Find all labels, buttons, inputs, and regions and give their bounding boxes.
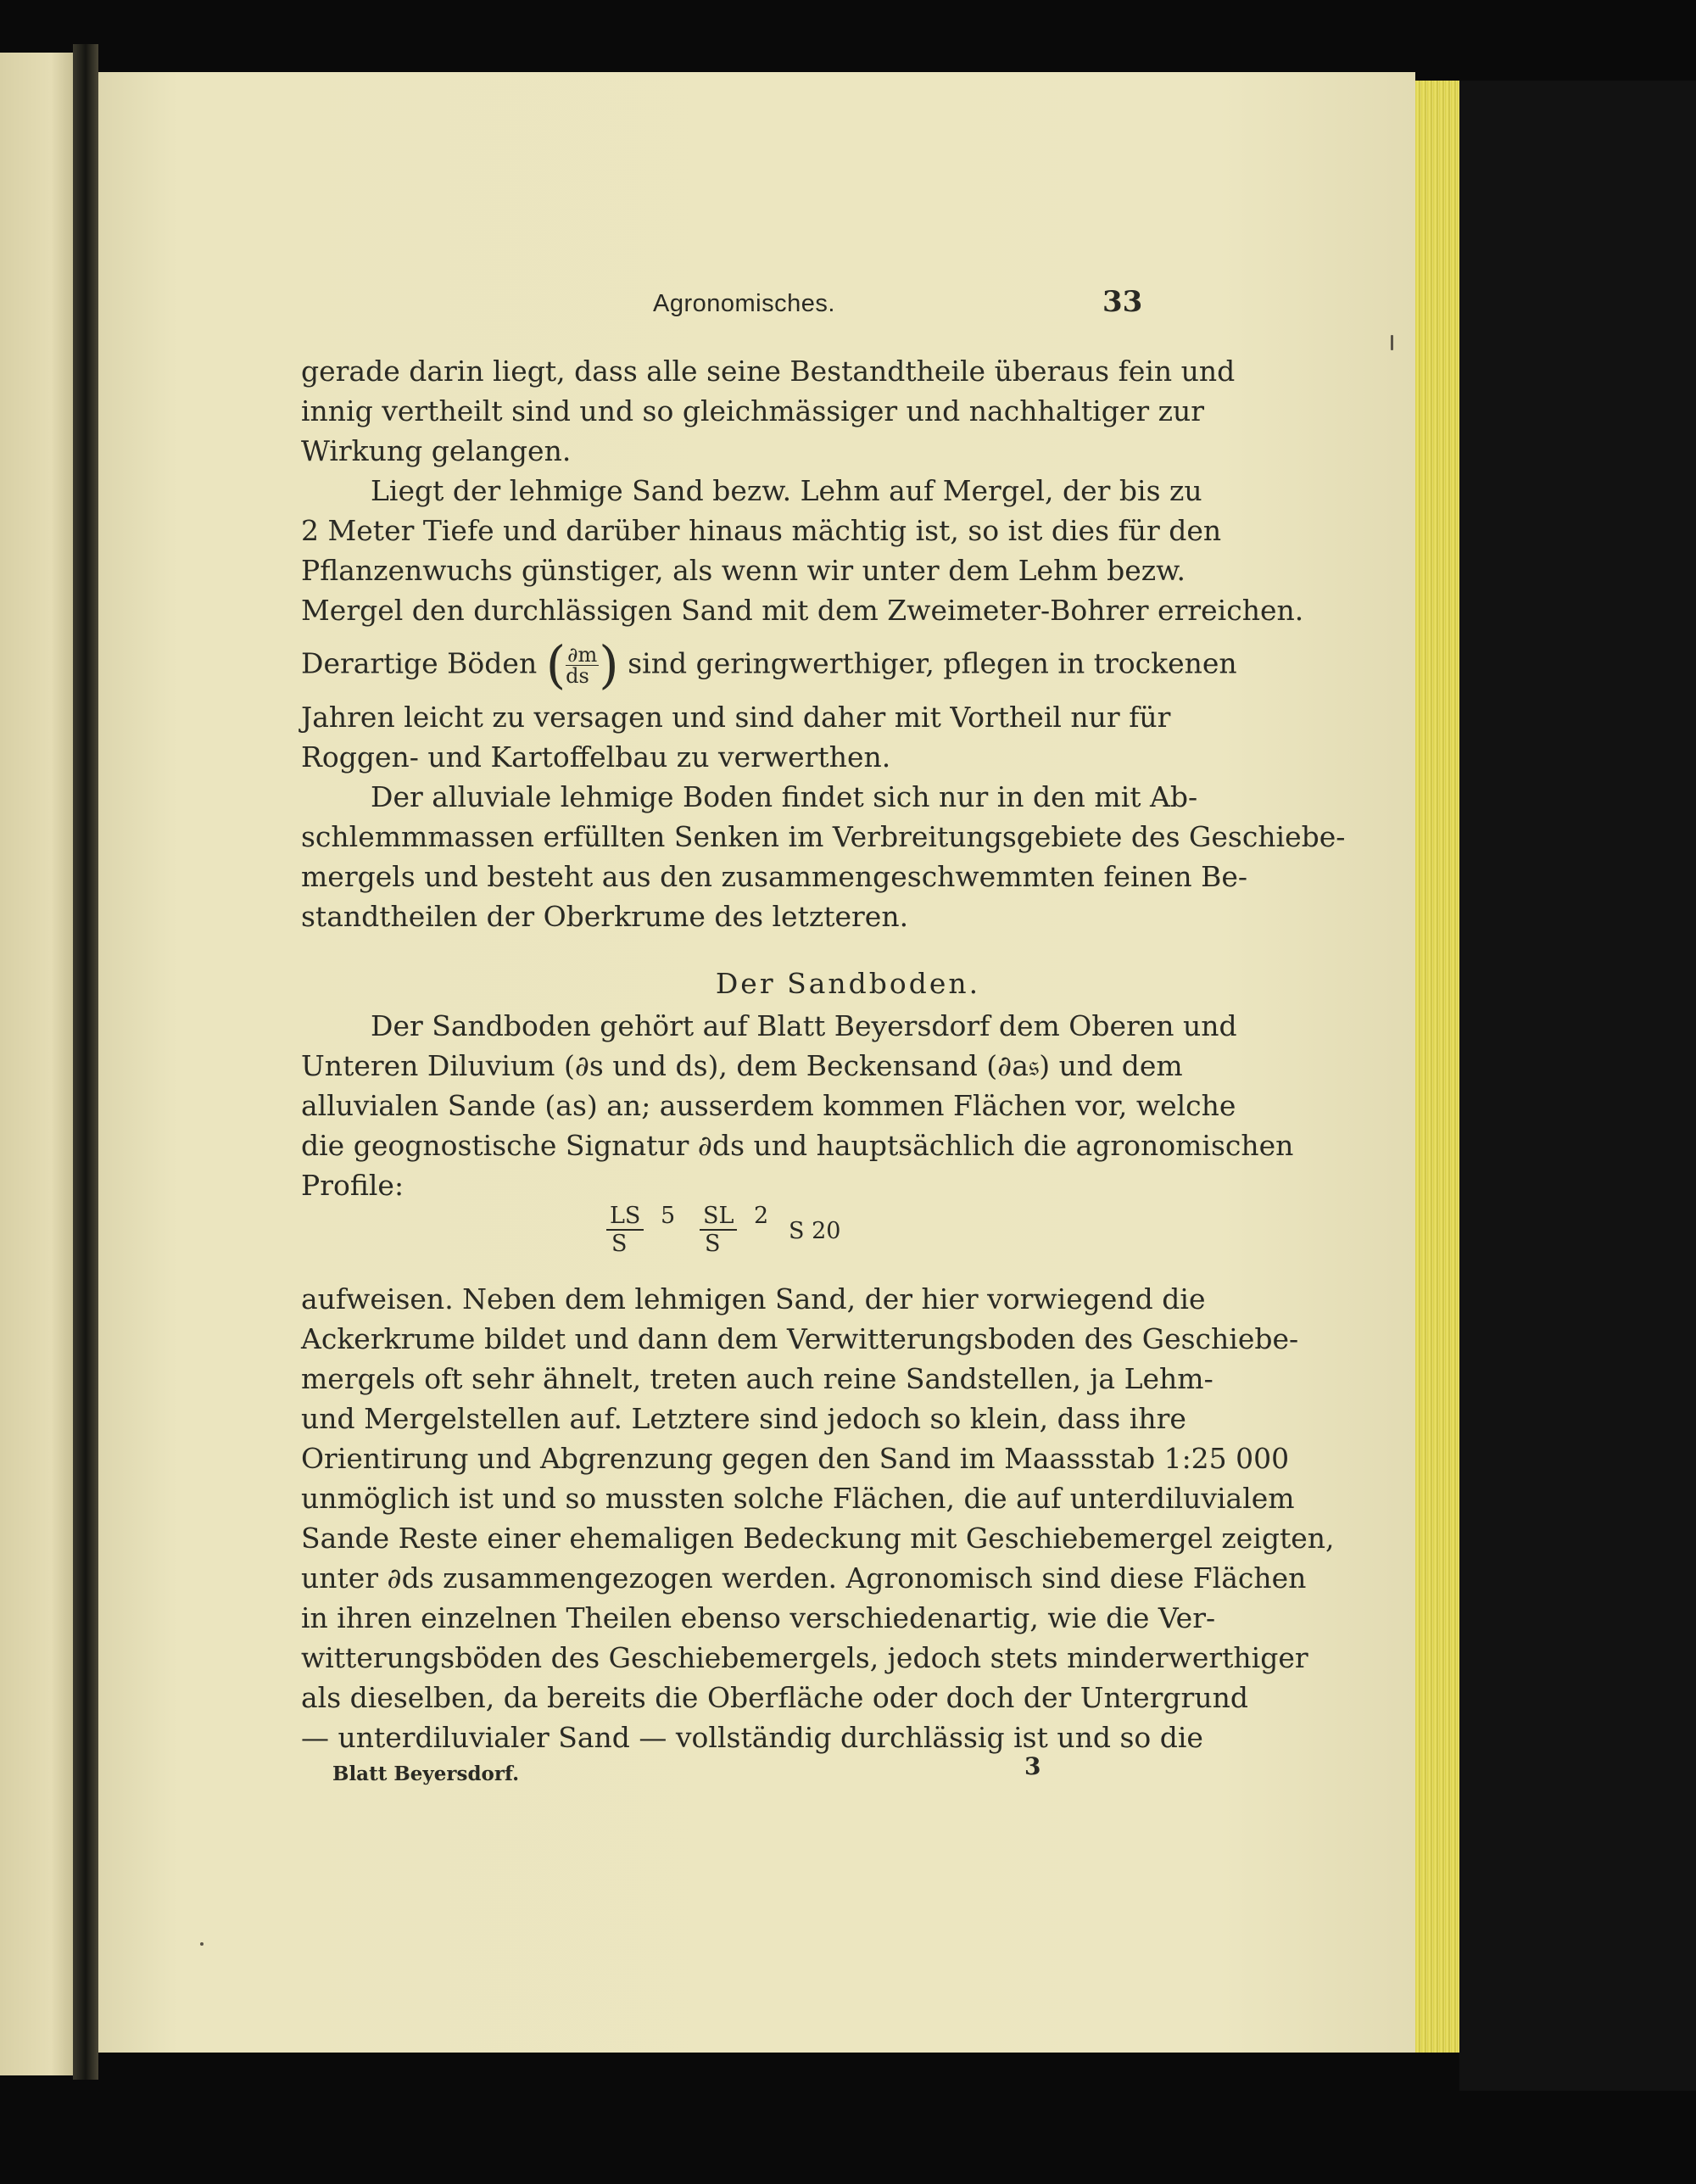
text-line: Roggen- und Kartoffelbau zu verwerthen.	[301, 740, 891, 774]
text-line: Der alluviale lehmige Boden findet sich nur in den mit Ab-	[371, 780, 1198, 813]
ink-speck	[1391, 335, 1393, 350]
text-line: Jahren leicht zu versagen und sind daher mit Vortheil nur für	[301, 701, 1171, 734]
text-line: gerade darin liegt, dass alle seine Bestandtheile überaus fein und	[301, 355, 1236, 388]
running-head: Agronomisches.	[653, 290, 835, 317]
fraction-denominator: ds	[566, 664, 589, 688]
text-line: aufweisen. Neben dem lehmigen Sand, der hier vorwiegend die	[301, 1282, 1206, 1315]
profile-denominator: S	[705, 1231, 721, 1257]
text-line: witterungsböden des Geschiebemergels, jedoch stets minderwerthiger	[301, 1641, 1308, 1674]
text-line: Wirkung gelangen.	[301, 434, 572, 467]
text-line: Der Sandboden gehört auf Blatt Beyersdorf dem Oberen und	[371, 1009, 1237, 1042]
text-line: mergels und besteht aus den zusammengeschwemmten feinen Be-	[301, 860, 1248, 893]
footer-sheet-name: Blatt Beyersdorf.	[332, 1762, 520, 1785]
text-line: Liegt der lehmige Sand bezw. Lehm auf Mergel, der bis zu	[371, 474, 1202, 507]
profile-depth: 5	[661, 1203, 676, 1229]
formula-line-before: Derartige Böden	[301, 646, 538, 680]
profile-denominator: S	[611, 1231, 628, 1257]
text-line: Pflanzenwuchs günstiger, als wenn wir unter dem Lehm bezw.	[301, 554, 1186, 587]
book-gutter	[73, 44, 98, 2080]
text-line: als dieselben, da bereits die Oberfläche oder doch der Untergrund	[301, 1681, 1248, 1714]
page-number: 33	[1102, 285, 1143, 319]
text-line: schlemmmassen erfüllten Senken im Verbreitungsgebiete des Geschiebe-	[301, 820, 1346, 853]
text-line: und Mergelstellen auf. Letztere sind jedoch so klein, dass ihre	[301, 1402, 1186, 1435]
close-paren: )	[599, 635, 619, 695]
text-line: Profile:	[301, 1169, 404, 1202]
text-line: innig vertheilt sind und so gleichmässiger und nachhaltiger zur	[301, 394, 1205, 427]
formula-line-after: sind geringwerthiger, pflegen in trockenen	[628, 646, 1237, 680]
text-line: die geognostische Signatur ∂ds und hauptsächlich die agronomischen	[301, 1129, 1294, 1162]
formula-line	[301, 635, 1237, 695]
signature-number: 3	[1024, 1752, 1041, 1780]
inline-fraction	[566, 645, 599, 686]
profile-fraction	[700, 1203, 769, 1257]
text-line: unter ∂ds zusammengezogen werden. Agronomisch sind diese Flächen	[301, 1561, 1307, 1595]
text-line: Unteren Diluvium (∂s und ds), dem Beckensand (∂a𝔰) und dem	[301, 1049, 1183, 1082]
profile-depth: 2	[754, 1203, 769, 1229]
text-line: unmöglich ist und so mussten solche Flächen, die auf unterdiluvialem	[301, 1482, 1295, 1515]
profile-numerator: SL	[700, 1203, 737, 1231]
section-heading: Der Sandboden.	[715, 967, 981, 1000]
left-page-edge	[0, 53, 73, 2075]
text-line: Orientirung und Abgrenzung gegen den Sand im Maassstab 1:25 000	[301, 1442, 1290, 1475]
profile-numerator: LS	[606, 1203, 644, 1231]
text-line: — unterdiluvialer Sand — vollständig durchlässig ist und so die	[301, 1721, 1203, 1754]
fraction-numerator: ∂m	[567, 643, 598, 667]
text-line: standtheilen der Oberkrume des letzteren.	[301, 900, 909, 933]
open-paren: (	[545, 635, 566, 695]
text-line: Ackerkrume bildet und dann dem Verwitterungsboden des Geschiebe-	[301, 1322, 1299, 1355]
text-line: mergels oft sehr ähnelt, treten auch reine Sandstellen, ja Lehm-	[301, 1362, 1213, 1395]
text-line: in ihren einzelnen Theilen ebenso verschiedenartig, wie die Ver-	[301, 1601, 1216, 1634]
text-line: Sande Reste einer ehemaligen Bedeckung mit Geschiebemergel zeigten,	[301, 1522, 1335, 1555]
text-line: 2 Meter Tiefe und darüber hinaus mächtig ist, so ist dies für den	[301, 514, 1222, 547]
agronomic-profiles	[606, 1203, 861, 1262]
text-line: Mergel den durchlässigen Sand mit dem Zweimeter-Bohrer erreichen.	[301, 594, 1304, 627]
page-edges	[1415, 81, 1459, 2053]
text-line: alluvialen Sande (as) an; ausserdem kommen Flächen vor, welche	[301, 1089, 1236, 1122]
profile-label: S 20	[789, 1218, 841, 1244]
ink-speck	[200, 1942, 204, 1946]
book-cover	[1459, 81, 1696, 2091]
profile-fraction	[606, 1203, 676, 1257]
